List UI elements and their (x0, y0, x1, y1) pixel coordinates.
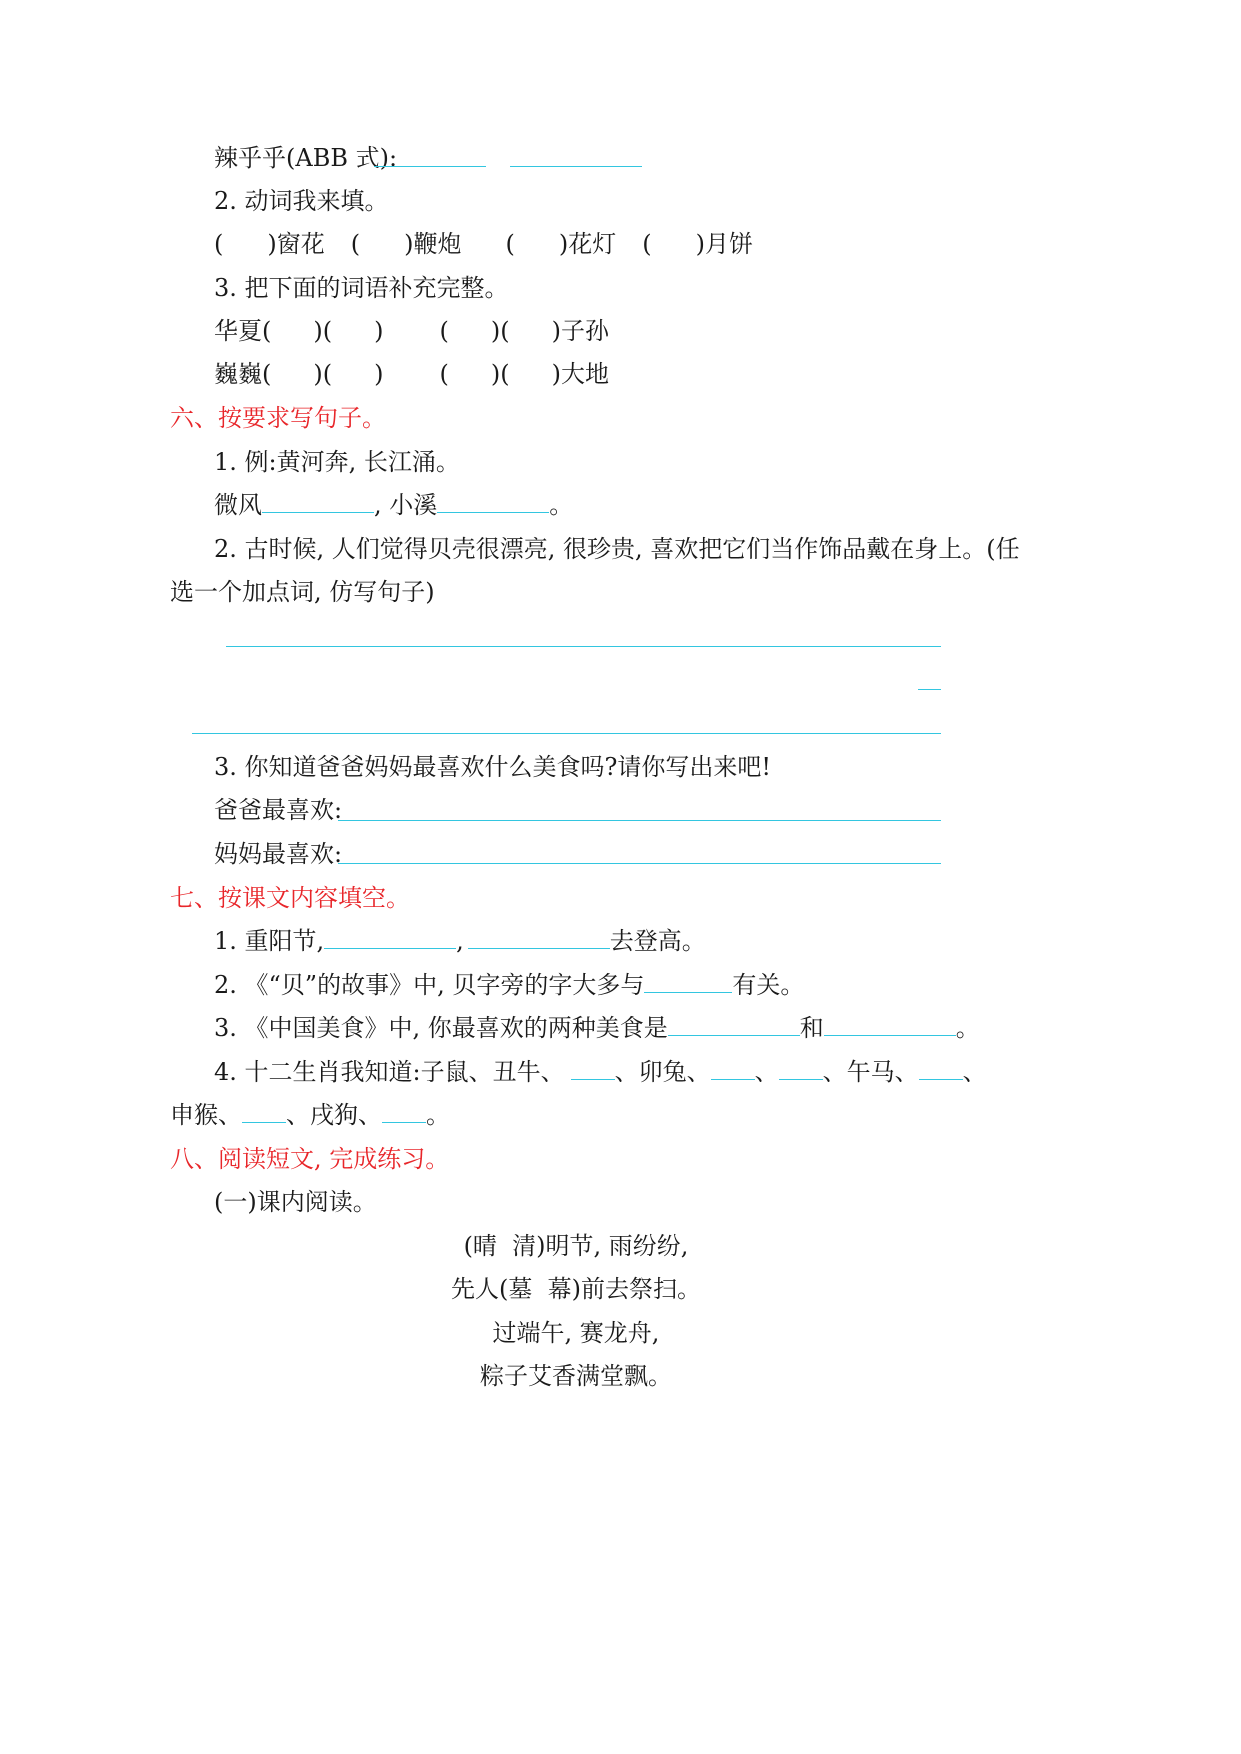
s6-q2-line2: 选一个加点词, 仿写句子) (170, 578, 435, 606)
dad-favorite-line[interactable] (338, 820, 941, 821)
paren-open: ( (350, 230, 361, 258)
paren-open: ( (214, 230, 224, 258)
answer-line-1[interactable] (226, 646, 941, 647)
idiom-text: 巍巍( (214, 360, 272, 388)
food-blank-2[interactable] (824, 1013, 956, 1036)
chongyang-blank-2[interactable] (468, 926, 610, 949)
poem-line-1: (晴 清)明节, 雨纷纷, (463, 1232, 689, 1260)
idiom-text: )( (490, 360, 510, 388)
fill-text: 、戌狗、 (286, 1101, 382, 1129)
abb-blank-2[interactable] (510, 166, 642, 167)
s6-q1-fill (214, 490, 573, 520)
idiom-text: ( (439, 360, 449, 388)
breeze-blank[interactable] (262, 490, 374, 513)
abb-question (214, 143, 397, 173)
zodiac-blank-rooster[interactable] (242, 1100, 286, 1123)
zodiac-blank-tiger[interactable] (571, 1057, 615, 1080)
fill-text: , (456, 927, 464, 955)
fill-text: 4. 十二生肖我知道:子鼠、丑牛、 (214, 1058, 565, 1086)
item-lantern: )花灯 (558, 230, 617, 258)
fill-text: 、午马、 (822, 1058, 919, 1086)
poem-line-3: 过端午, 赛龙舟, (492, 1319, 660, 1347)
item-mooncake: )月饼 (695, 230, 753, 258)
answer-line-2[interactable] (192, 733, 941, 734)
chongyang-blank-1[interactable] (324, 926, 456, 949)
poem-line-2: 先人(墓 幕)前去祭扫。 (451, 1275, 701, 1303)
section-7-heading: 七、按课文内容填空。 (170, 884, 410, 912)
shell-radical-blank[interactable] (644, 970, 732, 993)
zodiac-blank-snake[interactable] (779, 1057, 823, 1080)
fill-text: , 小溪 (374, 491, 438, 519)
item-window-flower: )窗花 (267, 230, 325, 258)
fill-text: 申猴、 (170, 1101, 242, 1129)
fill-text: 3. 《中国美食》中, 你最喜欢的两种美食是 (214, 1014, 668, 1042)
idiom-text: )( (313, 317, 333, 345)
abb-label: 辣乎乎(ABB 式): (214, 144, 398, 172)
idiom-text: )子孙 (551, 317, 609, 345)
mom-favorite-line[interactable] (338, 863, 941, 864)
fill-text: 去登高。 (609, 927, 706, 955)
brook-blank[interactable] (437, 490, 549, 513)
fill-text: 和 (799, 1014, 824, 1042)
poem-line-4: 粽子艾香满堂飘。 (480, 1362, 672, 1390)
idiom-text: )( (313, 360, 333, 388)
s6-q3-title: 3. 你知道爸爸妈妈最喜欢什么美食吗?请你写出来吧! (214, 753, 772, 781)
fill-text: 2. 《“贝”的故事》中, 贝字旁的字大多与 (214, 971, 645, 999)
abb-blank-1[interactable] (374, 166, 486, 167)
paren-open: ( (505, 230, 515, 258)
s7-q4-line1 (214, 1057, 987, 1087)
zodiac-blank-goat[interactable] (919, 1057, 963, 1080)
s5-q3-title: 3. 把下面的词语补充完整。 (214, 274, 509, 302)
s5-q2-items (214, 229, 753, 259)
answer-line-stub[interactable] (918, 689, 941, 690)
zodiac-blank-pig[interactable] (382, 1100, 426, 1123)
item-firecracker: )鞭炮 (404, 230, 462, 258)
idiom-text: ( (439, 317, 449, 345)
section-6-heading: 六、按要求写句子。 (170, 404, 386, 432)
fill-text: 。 (549, 491, 574, 519)
s8-sub-heading: (一)课内阅读。 (214, 1188, 377, 1216)
idiom-row-2 (214, 359, 609, 389)
fill-text: 1. 重阳节, (214, 927, 325, 955)
idiom-text: ) (374, 360, 384, 388)
zodiac-blank-dragon[interactable] (711, 1057, 755, 1080)
paren-open: ( (642, 230, 652, 258)
s7-q1 (214, 926, 706, 956)
s7-q3 (214, 1013, 980, 1043)
section-8-heading: 八、阅读短文, 完成练习。 (170, 1145, 450, 1173)
fill-text: 、 (754, 1058, 779, 1086)
mom-favorite-label: 妈妈最喜欢: (214, 840, 343, 868)
fill-text: 、 (962, 1058, 987, 1086)
idiom-text: ) (374, 317, 384, 345)
fill-text: 微风 (214, 491, 262, 519)
s7-q2 (214, 970, 804, 1000)
dad-favorite-label: 爸爸最喜欢: (214, 796, 343, 824)
fill-text: 、卯兔、 (614, 1058, 711, 1086)
fill-text: 有关。 (732, 971, 805, 999)
s6-q2-line1: 2. 古时候, 人们觉得贝壳很漂亮, 很珍贵, 喜欢把它们当作饰品戴在身上。(任 (214, 535, 1020, 563)
idiom-text: )大地 (551, 360, 609, 388)
idiom-row-1 (214, 316, 609, 346)
s7-q4-line2 (170, 1100, 450, 1130)
idiom-text: )( (490, 317, 510, 345)
food-blank-1[interactable] (668, 1013, 800, 1036)
fill-text: 。 (955, 1014, 980, 1042)
fill-text: 。 (426, 1101, 450, 1129)
idiom-text: 华夏( (214, 317, 272, 345)
s5-q2-title: 2. 动词我来填。 (214, 187, 389, 215)
s6-q1-example: 1. 例:黄河奔, 长江涌。 (214, 448, 460, 476)
